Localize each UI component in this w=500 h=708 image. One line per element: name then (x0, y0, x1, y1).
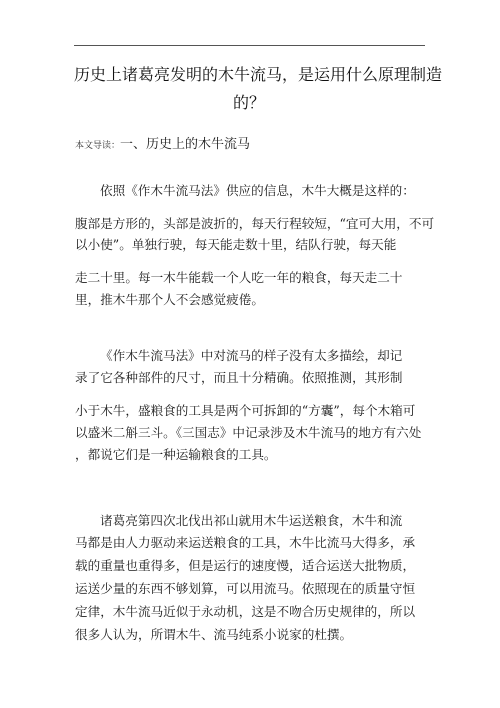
body-line: 诸葛亮第四次北伐出祁山就用木牛运送粮食，木牛和流 (100, 513, 403, 528)
guide-label: 本文导读： (75, 141, 121, 151)
body-line: 马都是由人力驱动来运送粮食的工具，木牛比流马大得多，承 (75, 535, 416, 550)
body-line: 定律，木牛流马近似于永动机，这是不吻合历史规律的，所以 (75, 604, 416, 619)
header-rule (74, 45, 425, 46)
body-line: 以小使”。单独行驶，每天能走数十里，结队行驶，每天能 (75, 237, 397, 252)
body-line: ，都说它们是一种运输粮食的工具。 (75, 447, 277, 462)
body-line: 以盛米二斛三斗。《三国志》中记录涉及木牛流马的地方有六处 (75, 425, 422, 440)
section-heading: 一、历史上的木牛流马 (120, 137, 251, 152)
body-line: 运送少量的东西不够划算，可以用流马。依照现在的质量守恒 (75, 581, 416, 596)
body-line: 里，推木牛那个人不会感觉疲倦。 (75, 292, 264, 307)
body-line: 走二十里。每一木牛能载一个人吃一年的粮食，每天走二十 (75, 270, 403, 285)
body-line: 依照《作木牛流马法》供应的信息，木牛大概是这样的： (100, 183, 415, 198)
body-line: 小于木牛，盛粮食的工具是两个可拆卸的“方囊”，每个木箱可 (75, 403, 416, 418)
body-line: 腹部是方形的，头部是波折的，每天行程较短，“宜可大用，不可 (75, 216, 435, 231)
guide-row (75, 135, 250, 154)
body-line: 载的重量也重得多，但是运行的速度慢，适合运送大批物质， (75, 558, 416, 573)
body-line: 很多人认为，所谓木牛、流马纯系小说家的杜撰。 (75, 627, 353, 642)
article-title-line-1: 历史上诸葛亮发明的木牛流马，是运用什么原理制造 (74, 65, 443, 84)
article-title-line-2: 的？ (233, 93, 266, 112)
body-line: 录了它各种部件的尺寸，而且十分精确。依照推测，其形制 (75, 370, 403, 385)
body-line: 《作木牛流马法》中对流马的样子没有太多描绘，却记 (100, 348, 403, 363)
